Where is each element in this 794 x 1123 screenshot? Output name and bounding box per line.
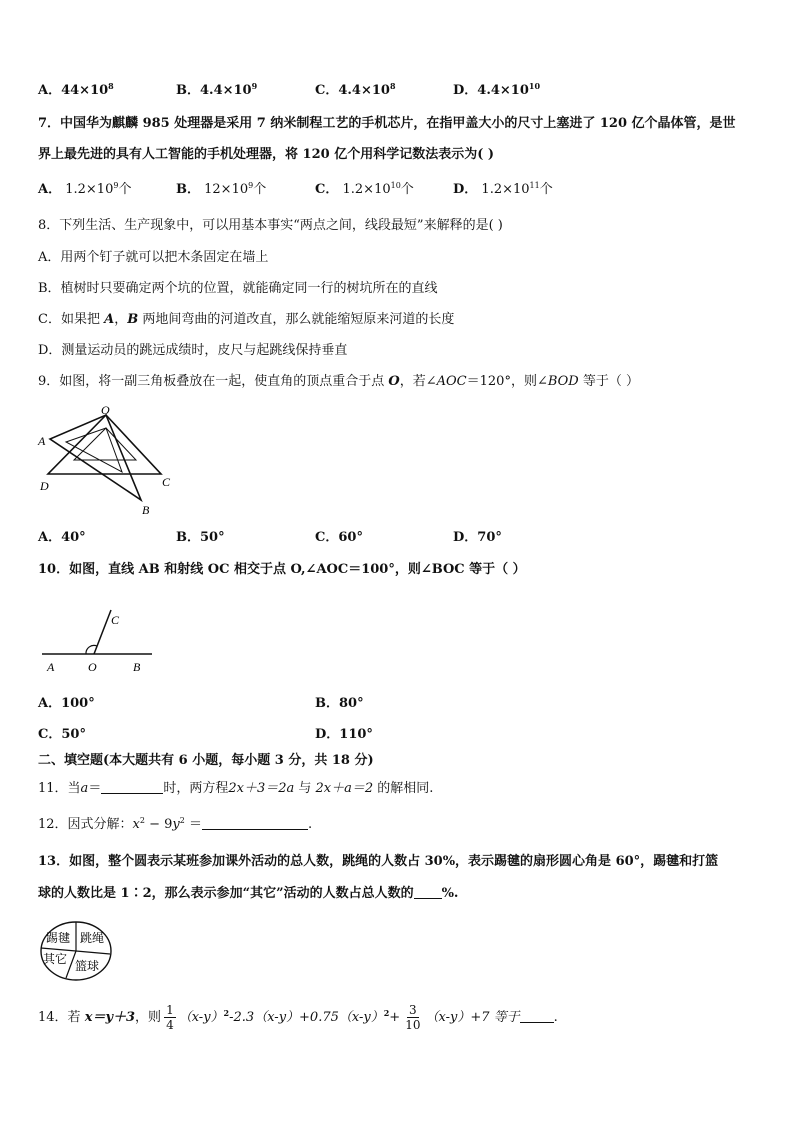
q7-stem-line1: 7．中国华为麒麟 985 处理器是采用 7 纳米制程工艺的手机芯片，在指甲盖大小的尺寸上塞进了 120 亿个晶体管，是世 [38,116,736,131]
q13-pie-divider-right [76,951,110,954]
q10-label-a: A [47,660,55,674]
q9-option-c: C．60° [315,530,363,545]
q11-answer-blank[interactable] [101,779,163,794]
q13-answer-blank[interactable] [414,884,442,899]
q6-option-c: C．$4.4\times 10^8$ [315,81,396,98]
q9-stem: 9．如图，将一副三角板叠放在一起，使直角的顶点重合于点 O，若∠AOC＝120°，则∠BOD 等于（ ） [38,374,639,389]
q9-inner-triangle-1 [74,428,136,460]
q9-option-d: D．70° [453,530,502,545]
q10-label-o: O [88,660,97,674]
q7-option-a: A． $1.2\times 10^9$个 [38,181,132,197]
q13-pie-label-2: 跳绳 [80,931,105,945]
q14-fraction-1: $\frac{1}{4}$ [166,1003,174,1032]
q13-pie-label-4: 篮球 [75,959,100,973]
q8-option-b: B．植树时只要确定两个坑的位置，就能确定同一行的树坑所在的直线 [38,281,438,296]
q8-option-c: C．如果把 A，B 两地间弯曲的河道改直，那么就能缩短原来河道的长度 [38,312,455,327]
q9-label-c: C [162,475,171,489]
q11-stem: 11．当a＝ 时，两方程2x＋3＝2a 与 2x＋a＝2 的解相同. [38,781,434,796]
q6-option-a: A．$44\times 10^8$ [38,81,114,98]
q14-answer-blank[interactable] [520,1008,554,1023]
q13-pie-label-1: 踢毽 [46,931,71,945]
q10-option-a: A．100° [38,696,95,711]
q9-triangle-figure [36,402,176,520]
q7-stem-line2: 界上最先进的具有人工智能的手机处理器，将 120 亿个用科学记数法表示为( ) [38,147,495,162]
q10-stem: 10．如图，直线 AB 和射线 OC 相交于点 O,∠AOC＝100°，则∠BOC 等于（ ） [38,562,526,577]
q6-option-b: B．$4.4\times 10^9$ [176,81,258,98]
q10-label-c: C [111,613,120,627]
q9-label-d: D [40,479,49,493]
q14-fraction-2: $\frac{3}{10}$ [405,1003,421,1032]
section-fill-in-heading: 二、填空题(本大题共有 6 小题，每小题 3 分，共 18 分) [38,753,374,768]
q13-pie-divider-left [41,948,76,951]
q9-label-b: B [142,503,150,517]
q10-option-c: C．50° [38,727,86,742]
q10-ray-oc [94,610,111,654]
q13-stem-line1: 13．如图，整个圆表示某班参加课外活动的总人数，跳绳的人数占 30%，表示踢毽的扇形圆心角是 60°，踢毽和打篮 [38,854,719,869]
q9-option-b: B．50° [176,530,225,545]
q13-pie-chart [38,920,116,982]
q10-label-b: B [133,660,141,674]
q7-option-c: C． $1.2\times 10^{10}$个 [315,181,414,197]
q9-label-o: O [101,403,110,417]
q7-option-d: D． $1.2\times 10^{11}$个 [453,181,553,197]
q13-pie-label-3: 其它 [43,952,68,966]
q12-stem: 12．因式分解：$x^2 - 9y^2$ ＝ . [38,816,313,832]
q10-option-d: D．110° [315,727,373,742]
q6-option-d: D．$4.4\times 10^{10}$ [453,81,541,98]
q14-stem: 14．若 x＝y＋3，则 $\frac{1}{4}$ $(x-y)^2-2.3(x-y)+0.75(x-y)^2+$ $\frac{3}{10}$ （x-y）+7 等于 . [38,1003,558,1032]
q8-option-a: A．用两个钉子就可以把木条固定在墙上 [38,250,269,265]
q10-angle-figure [36,595,166,680]
q10-option-b: B．80° [315,696,364,711]
q13-stem-line2: 球的人数比是 1∶2，那么表示参加“其它”活动的人数占总人数的 %. [38,886,459,901]
q8-option-d: D．测量运动员的跳远成绩时，皮尺与起跳线保持垂直 [38,343,348,358]
q12-answer-blank[interactable] [202,815,308,830]
q8-stem: 8．下列生活、生产现象中，可以用基本事实“两点之间，线段最短”来解释的是( ) [38,218,503,233]
q9-label-a: A [38,434,46,448]
q7-option-b: B． $12\times 10^9$个 [176,181,267,197]
q9-option-a: A．40° [38,530,86,545]
q9-triangle-odc [48,415,161,474]
